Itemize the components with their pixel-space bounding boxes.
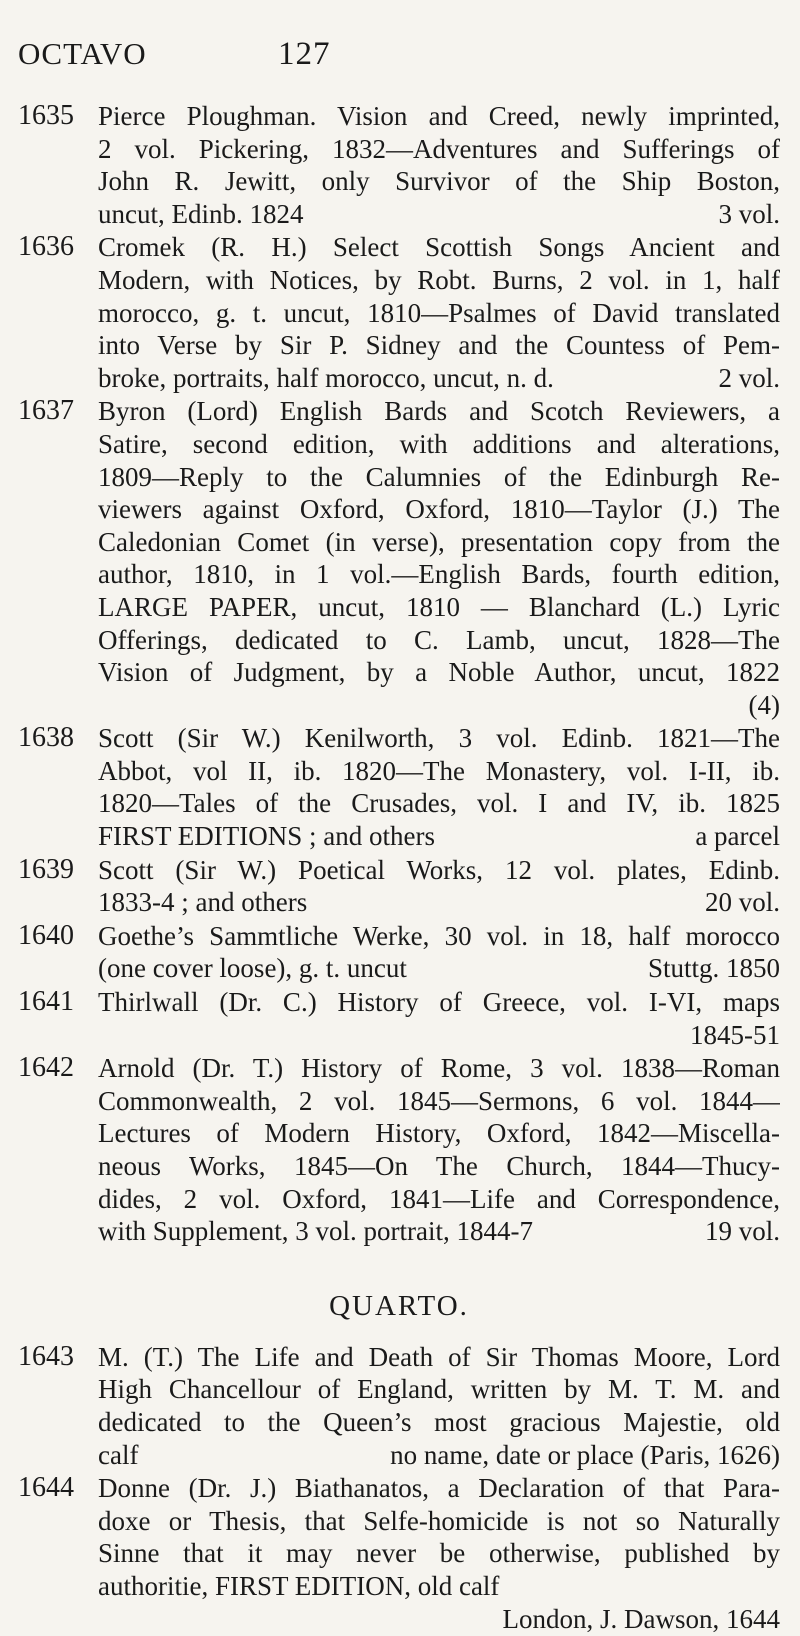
quarto-lot-list <box>18 1341 780 1635</box>
lot-line: 1809—Reply to the Calumnies of the Edinburgh Re- <box>98 461 780 492</box>
lot-entry <box>18 1341 780 1471</box>
catalogue-content <box>18 100 780 1636</box>
lot-description <box>98 1472 780 1635</box>
lot-entry <box>18 1052 780 1248</box>
lot-number: 1642 <box>18 1052 74 1084</box>
lot-line: into Verse by Sir P. Sidney and the Countess of Pem- <box>98 330 780 361</box>
lot-line: Caledonian Comet (in verse), presentation copy from the <box>98 526 780 557</box>
lot-line: Offerings, dedicated to C. Lamb, uncut, 1828—The <box>98 624 780 655</box>
lot-line: Byron (Lord) English Bards and Scotch Reviewers, a <box>98 396 780 427</box>
lot-line: Sinne that it may never be otherwise, published by <box>98 1538 780 1569</box>
lot-line: London, J. Dawson, 1644 <box>502 1603 780 1634</box>
lot-line: Modern, with Notices, by Robt. Burns, 2 vol. in 1, half <box>98 264 780 295</box>
lot-line: Scott (Sir W.) Poetical Works, 12 vol. plates, Edinb. <box>98 854 780 885</box>
lot-line: authoritie, FIRST EDITION, old calf <box>98 1570 500 1601</box>
lot-line: 1845-51 <box>690 1019 780 1050</box>
lot-line: neous Works, 1845—On The Church, 1844—Thucy- <box>98 1151 780 1181</box>
lot-line: 2 vol. Pickering, 1832—Adventures and Sufferings of <box>98 133 780 164</box>
lot-line: dedicated to the Queen’s most gracious Majestie, old <box>98 1406 780 1437</box>
lot-number: 1641 <box>18 986 74 1018</box>
lot-entry <box>18 854 780 919</box>
lot-line: author, 1810, in 1 vol.—English Bards, fourth edition, <box>98 559 780 590</box>
lot-line: dides, 2 vol. Oxford, 1841—Life and Correspondence, <box>98 1183 780 1214</box>
lot-entry <box>18 100 780 230</box>
lot-number: 1635 <box>18 100 74 131</box>
running-head <box>18 36 760 76</box>
lot-entry <box>18 920 780 985</box>
lot-line: (4) <box>748 689 780 720</box>
lot-number: 1639 <box>18 853 74 885</box>
lot-line: 1820—Tales of the Crusades, vol. I and IV, ib. 1825 <box>98 788 780 819</box>
lot-line: Commonwealth, 2 vol. 1845—Sermons, 6 vol. 1844— <box>98 1085 780 1116</box>
lot-line: Pierce Ploughman. Vision and Creed, newly imprinted, <box>98 101 780 131</box>
lot-number: 1643 <box>18 1340 74 1372</box>
lot-line: Scott (Sir W.) Kenilworth, 3 vol. Edinb. 1821—The <box>98 723 780 754</box>
lot-number: 1637 <box>18 395 74 427</box>
lot-line: Donne (Dr. J.) Biathanatos, a Declaration of that Para- <box>98 1473 780 1504</box>
lot-description <box>98 100 780 230</box>
lot-number: 1636 <box>18 231 74 263</box>
lot-line: Goethe’s Sammtliche Werke, 30 vol. in 18, half morocco <box>98 920 780 951</box>
lot-entry <box>18 1472 780 1635</box>
lot-line: FIRST EDITIONS ; and others a parcel <box>98 821 780 852</box>
lot-description <box>98 722 780 852</box>
lot-entry <box>18 722 780 852</box>
lot-line: 1833-4 ; and others 20 vol. <box>98 887 780 918</box>
section-heading: OCTAVO <box>18 36 147 71</box>
lot-line: High Chancellour of England, written by M. T. M. and <box>98 1374 780 1405</box>
lot-description <box>98 231 780 394</box>
lot-line: Vision of Judgment, by a Noble Author, uncut, 1822 <box>98 657 780 688</box>
lot-line: (one cover loose), g. t. uncut Stuttg. 1850 <box>98 953 780 984</box>
lot-number: 1640 <box>18 919 74 951</box>
lot-description <box>98 395 780 721</box>
page-number: 127 <box>278 36 331 72</box>
lot-line: Lectures of Modern History, Oxford, 1842—Miscella- <box>98 1118 780 1149</box>
lot-entry <box>18 986 780 1051</box>
lot-line: Satire, second edition, with additions and alterations, <box>98 428 780 459</box>
lot-line: uncut, Edinb. 1824 3 vol. <box>98 198 780 229</box>
lot-description <box>98 1052 780 1248</box>
lot-line: John R. Jewitt, only Survivor of the Ship Boston, <box>98 166 780 197</box>
lot-line: viewers against Oxford, Oxford, 1810—Taylor (J.) The <box>98 494 780 525</box>
lot-description <box>98 986 780 1051</box>
lot-line: broke, portraits, half morocco, uncut, n. d. 2 vol. <box>98 362 780 393</box>
lot-entry <box>18 395 780 721</box>
lot-line: Arnold (Dr. T.) History of Rome, 3 vol. 1838—Roman <box>98 1053 780 1084</box>
quarto-section-title: QUARTO. <box>329 1289 469 1322</box>
lot-line: doxe or Thesis, that Selfe-homicide is not so Naturally <box>98 1505 780 1536</box>
octavo-lot-list <box>18 100 780 1248</box>
lot-line: LARGE PAPER, uncut, 1810 — Blanchard (L.) Lyric <box>98 591 780 622</box>
lot-line: M. (T.) The Life and Death of Sir Thomas Moore, Lord <box>98 1341 780 1372</box>
lot-line: Cromek (R. H.) Select Scottish Songs Ancient and <box>98 232 780 263</box>
lot-line: calf no name, date or place (Paris, 1626) <box>98 1439 780 1470</box>
lot-description <box>98 854 780 919</box>
lot-description <box>98 1341 780 1471</box>
lot-line: Abbot, vol II, ib. 1820—The Monastery, vol. I-II, ib. <box>98 755 780 786</box>
lot-number: 1638 <box>18 722 74 754</box>
lot-number: 1644 <box>18 1472 74 1504</box>
lot-entry <box>18 231 780 394</box>
lot-line: morocco, g. t. uncut, 1810—Psalmes of David translated <box>98 297 780 328</box>
lot-line: with Supplement, 3 vol. portrait, 1844-7 19 vol. <box>98 1216 780 1247</box>
lot-line: Thirlwall (Dr. C.) History of Greece, vol. I-VI, maps <box>98 987 780 1018</box>
lot-description <box>98 920 780 985</box>
